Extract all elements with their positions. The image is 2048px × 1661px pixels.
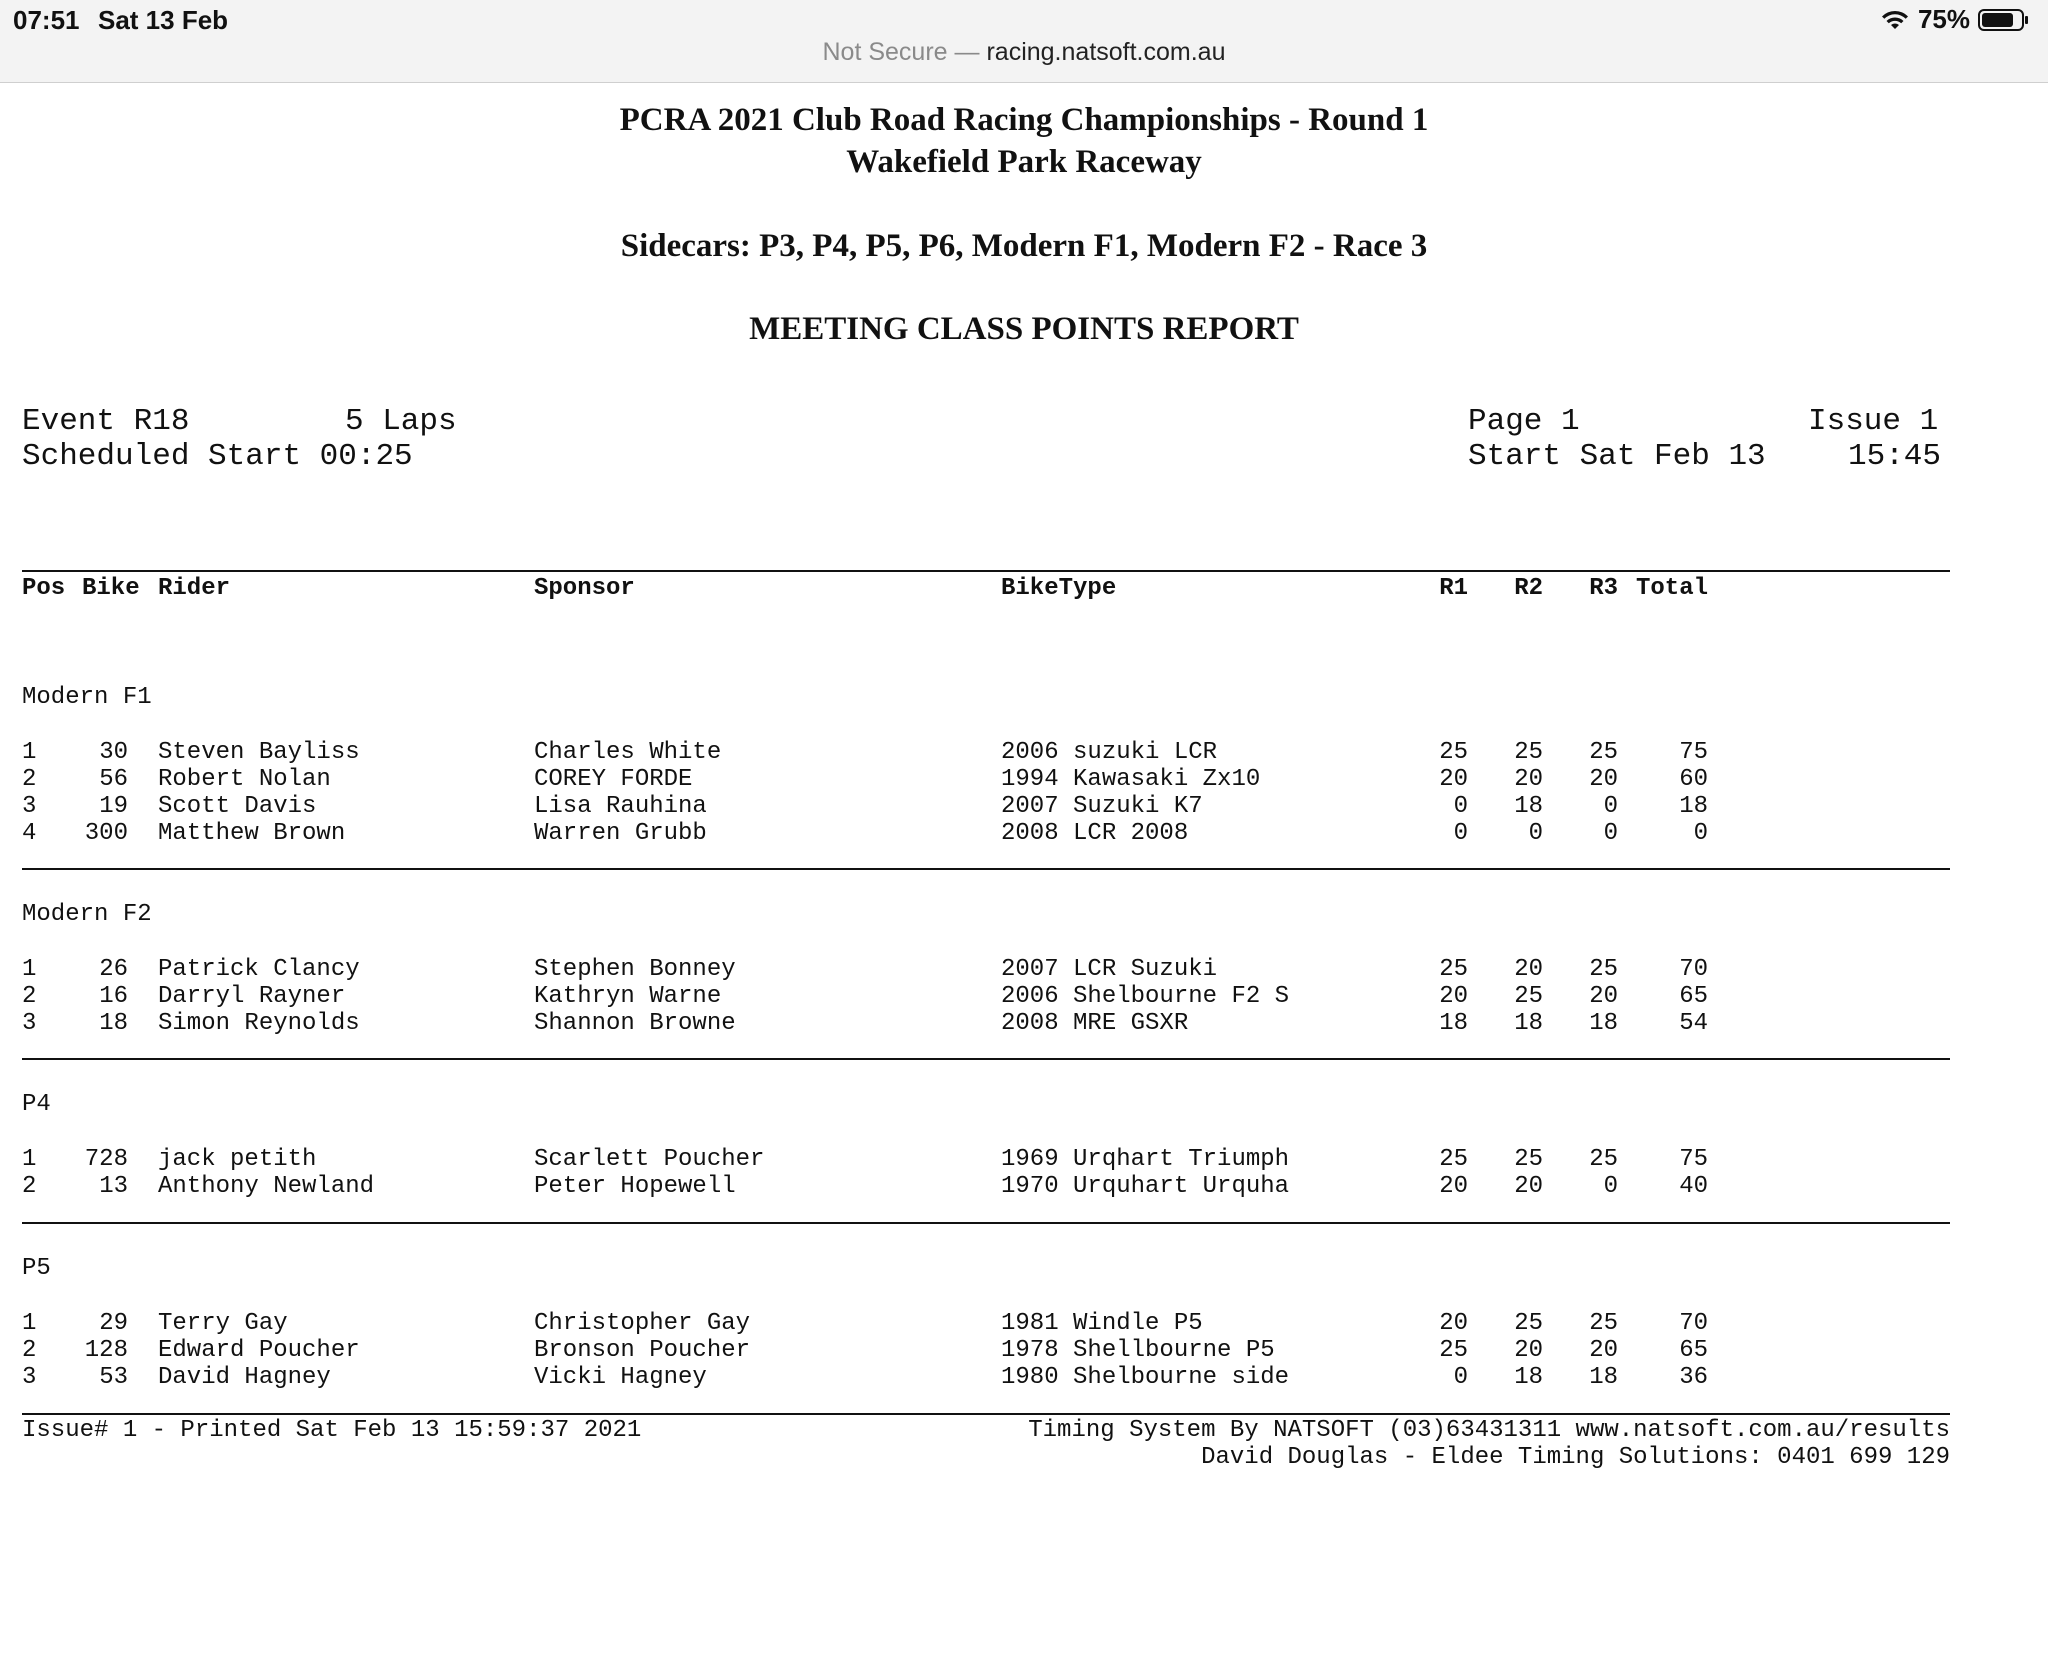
bike-cell: 29 <box>99 1310 128 1337</box>
sponsor-cell: Scarlett Poucher <box>534 1146 765 1173</box>
biketype-cell: 1978 Shellbourne P5 <box>1001 1337 1275 1364</box>
pos-cell: 3 <box>22 1364 37 1391</box>
r3-cell: 25 <box>1589 956 1618 983</box>
bike-cell: 18 <box>99 1010 128 1037</box>
pos-cell: 1 <box>22 739 37 766</box>
r3-cell: 25 <box>1589 739 1618 766</box>
rider-cell: Patrick Clancy <box>158 956 360 983</box>
r2-cell: 25 <box>1514 1146 1543 1173</box>
biketype-cell: 2006 suzuki LCR <box>1001 739 1218 766</box>
total-cell: 75 <box>1679 739 1708 766</box>
r3-cell: 0 <box>1603 1173 1618 1200</box>
report-document <box>0 82 2048 1536</box>
biketype-cell: 2007 LCR Suzuki <box>1001 956 1218 983</box>
pos-cell: 3 <box>22 1010 37 1037</box>
r2-cell: 25 <box>1514 1310 1543 1337</box>
col-sponsor: Sponsor <box>534 575 635 602</box>
col-biketype: BikeType <box>1001 575 1117 602</box>
col-total: Total <box>1635 575 1708 602</box>
bike-cell: 728 <box>84 1146 128 1173</box>
biketype-cell: 2006 Shelbourne F2 S <box>1001 983 1290 1010</box>
total-cell: 70 <box>1679 1310 1708 1337</box>
r2-cell: 0 <box>1528 820 1543 847</box>
event-label: Event R18 <box>22 404 190 439</box>
printed-info: Issue# 1 - Printed Sat Feb 13 15:59:37 2021 <box>22 1417 642 1444</box>
table-row <box>0 1364 2048 1391</box>
battery-percent: 75% <box>1917 4 1970 34</box>
contact-info: David Douglas - Eldee Timing Solutions: 0401 699 129 <box>1201 1444 1950 1471</box>
bike-cell: 56 <box>99 766 128 793</box>
pos-cell: 2 <box>22 1337 37 1364</box>
bike-cell: 26 <box>99 956 128 983</box>
race-title: Sidecars: P3, P4, P5, P6, Modern F1, Modern F2 - Race 3 <box>620 228 1428 264</box>
rider-cell: Robert Nolan <box>158 766 331 793</box>
class-heading: P4 <box>22 1091 51 1118</box>
bike-cell: 13 <box>99 1173 128 1200</box>
class-separator <box>22 1222 1950 1224</box>
page-number: Page 1 <box>1468 404 1580 439</box>
total-cell: 40 <box>1679 1173 1708 1200</box>
rider-cell: Anthony Newland <box>158 1173 375 1200</box>
biketype-cell: 1970 Urquhart Urquha <box>1001 1173 1290 1200</box>
r1-cell: 0 <box>1453 793 1468 820</box>
pos-cell: 2 <box>22 1173 37 1200</box>
bike-cell: 128 <box>84 1337 128 1364</box>
sponsor-cell: Charles White <box>534 739 722 766</box>
rider-cell: Steven Bayliss <box>158 739 360 766</box>
start-time: 15:45 <box>1848 439 1942 474</box>
r3-cell: 18 <box>1589 1010 1618 1037</box>
total-cell: 18 <box>1679 793 1708 820</box>
r1-cell: 20 <box>1439 983 1468 1010</box>
total-cell: 65 <box>1679 983 1708 1010</box>
table-row <box>0 983 2048 1010</box>
r3-cell: 18 <box>1589 1364 1618 1391</box>
r1-cell: 18 <box>1439 1010 1468 1037</box>
r3-cell: 0 <box>1603 793 1618 820</box>
r1-cell: 25 <box>1439 739 1468 766</box>
rider-cell: Terry Gay <box>158 1310 288 1337</box>
r2-cell: 25 <box>1514 983 1543 1010</box>
col-r2: R2 <box>1514 575 1543 602</box>
pos-cell: 1 <box>22 1146 37 1173</box>
rider-cell: Darryl Rayner <box>158 983 346 1010</box>
col-pos: Pos <box>22 575 66 602</box>
rider-cell: Simon Reynolds <box>158 1010 360 1037</box>
sponsor-cell: Kathryn Warne <box>534 983 722 1010</box>
biketype-cell: 2008 MRE GSXR <box>1001 1010 1189 1037</box>
table-row <box>0 793 2048 820</box>
total-cell: 36 <box>1679 1364 1708 1391</box>
sponsor-cell: Stephen Bonney <box>534 956 736 983</box>
r2-cell: 25 <box>1514 739 1543 766</box>
r3-cell: 0 <box>1603 820 1618 847</box>
bike-cell: 16 <box>99 983 128 1010</box>
timing-system-info: Timing System By NATSOFT (03)63431311 www.natsoft.com.au/results <box>1028 1417 1950 1444</box>
table-row <box>0 820 2048 847</box>
r3-cell: 25 <box>1589 1146 1618 1173</box>
r3-cell: 20 <box>1589 1337 1618 1364</box>
r1-cell: 25 <box>1439 1337 1468 1364</box>
biketype-cell: 1980 Shelbourne side <box>1001 1364 1290 1391</box>
pos-cell: 1 <box>22 1310 37 1337</box>
table-row <box>0 1146 2048 1173</box>
r2-cell: 18 <box>1514 793 1543 820</box>
scheduled-start: Scheduled Start 00:25 <box>22 439 413 474</box>
report-type-title: MEETING CLASS POINTS REPORT <box>749 311 1299 347</box>
class-separator <box>22 1058 1950 1060</box>
total-cell: 54 <box>1679 1010 1708 1037</box>
table-row <box>0 956 2048 983</box>
footer-rule <box>22 1413 1950 1415</box>
biketype-cell: 2007 Suzuki K7 <box>1001 793 1203 820</box>
class-heading: Modern F1 <box>22 684 152 711</box>
status-time: 07:51 <box>13 5 80 35</box>
col-rider: Rider <box>158 575 231 602</box>
bike-cell: 53 <box>99 1364 128 1391</box>
r1-cell: 20 <box>1439 766 1468 793</box>
r1-cell: 0 <box>1453 1364 1468 1391</box>
sponsor-cell: Christopher Gay <box>534 1310 751 1337</box>
table-row <box>0 766 2048 793</box>
total-cell: 65 <box>1679 1337 1708 1364</box>
bike-cell: 30 <box>99 739 128 766</box>
total-cell: 60 <box>1679 766 1708 793</box>
r1-cell: 25 <box>1439 1146 1468 1173</box>
sponsor-cell: COREY FORDE <box>534 766 693 793</box>
table-row <box>0 1337 2048 1364</box>
issue-number: Issue 1 <box>1808 404 1939 439</box>
bike-cell: 19 <box>99 793 128 820</box>
r1-cell: 0 <box>1453 820 1468 847</box>
rider-cell: Matthew Brown <box>158 820 346 847</box>
r2-cell: 20 <box>1514 766 1543 793</box>
header-rule <box>22 570 1950 572</box>
biketype-cell: 1969 Urqhart Triumph <box>1001 1146 1290 1173</box>
r3-cell: 20 <box>1589 766 1618 793</box>
class-heading: Modern F2 <box>22 901 152 928</box>
r1-cell: 20 <box>1439 1173 1468 1200</box>
biketype-cell: 1994 Kawasaki Zx10 <box>1001 766 1261 793</box>
r1-cell: 25 <box>1439 956 1468 983</box>
status-right-group <box>1880 4 2030 35</box>
sponsor-cell: Shannon Browne <box>534 1010 736 1037</box>
status-bar <box>0 0 2048 83</box>
battery-icon <box>1978 8 2030 32</box>
start-date: Start Sat Feb 13 <box>1468 439 1766 474</box>
status-date: Sat 13 Feb <box>98 5 229 35</box>
address-bar[interactable] <box>0 38 2048 67</box>
rider-cell: Scott Davis <box>158 793 317 820</box>
biketype-cell: 2008 LCR 2008 <box>1001 820 1189 847</box>
report-title-line2: Wakefield Park Raceway <box>846 144 1202 180</box>
table-row <box>0 1310 2048 1337</box>
r1-cell: 20 <box>1439 1310 1468 1337</box>
bike-cell: 300 <box>84 820 128 847</box>
r3-cell: 20 <box>1589 983 1618 1010</box>
pos-cell: 3 <box>22 793 37 820</box>
total-cell: 0 <box>1693 820 1708 847</box>
r2-cell: 20 <box>1514 1337 1543 1364</box>
r2-cell: 20 <box>1514 956 1543 983</box>
r2-cell: 18 <box>1514 1010 1543 1037</box>
report-title-line1: PCRA 2021 Club Road Racing Championships - Round 1 <box>619 102 1429 138</box>
table-row <box>0 1173 2048 1200</box>
sponsor-cell: Bronson Poucher <box>534 1337 751 1364</box>
table-row <box>0 739 2048 766</box>
total-cell: 75 <box>1679 1146 1708 1173</box>
total-cell: 70 <box>1679 956 1708 983</box>
rider-cell: jack petith <box>158 1146 317 1173</box>
column-header-row <box>0 575 2048 602</box>
col-r3: R3 <box>1589 575 1618 602</box>
col-bike: Bike <box>82 575 140 602</box>
class-separator <box>22 868 1950 870</box>
sponsor-cell: Warren Grubb <box>534 820 707 847</box>
security-indicator: Not Secure — <box>822 38 980 66</box>
pos-cell: 4 <box>22 820 37 847</box>
pos-cell: 2 <box>22 983 37 1010</box>
r3-cell: 25 <box>1589 1310 1618 1337</box>
r2-cell: 20 <box>1514 1173 1543 1200</box>
pos-cell: 1 <box>22 956 37 983</box>
rider-cell: David Hagney <box>158 1364 331 1391</box>
pos-cell: 2 <box>22 766 37 793</box>
sponsor-cell: Peter Hopewell <box>534 1173 736 1200</box>
class-heading: P5 <box>22 1255 51 1282</box>
r2-cell: 18 <box>1514 1364 1543 1391</box>
laps-label: 5 Laps <box>345 404 457 439</box>
biketype-cell: 1981 Windle P5 <box>1001 1310 1203 1337</box>
address-domain: racing.natsoft.com.au <box>986 38 1226 66</box>
col-r1: R1 <box>1439 575 1468 602</box>
table-row <box>0 1010 2048 1037</box>
sponsor-cell: Lisa Rauhina <box>534 793 707 820</box>
rider-cell: Edward Poucher <box>158 1337 360 1364</box>
sponsor-cell: Vicki Hagney <box>534 1364 707 1391</box>
wifi-icon <box>1880 8 1910 32</box>
